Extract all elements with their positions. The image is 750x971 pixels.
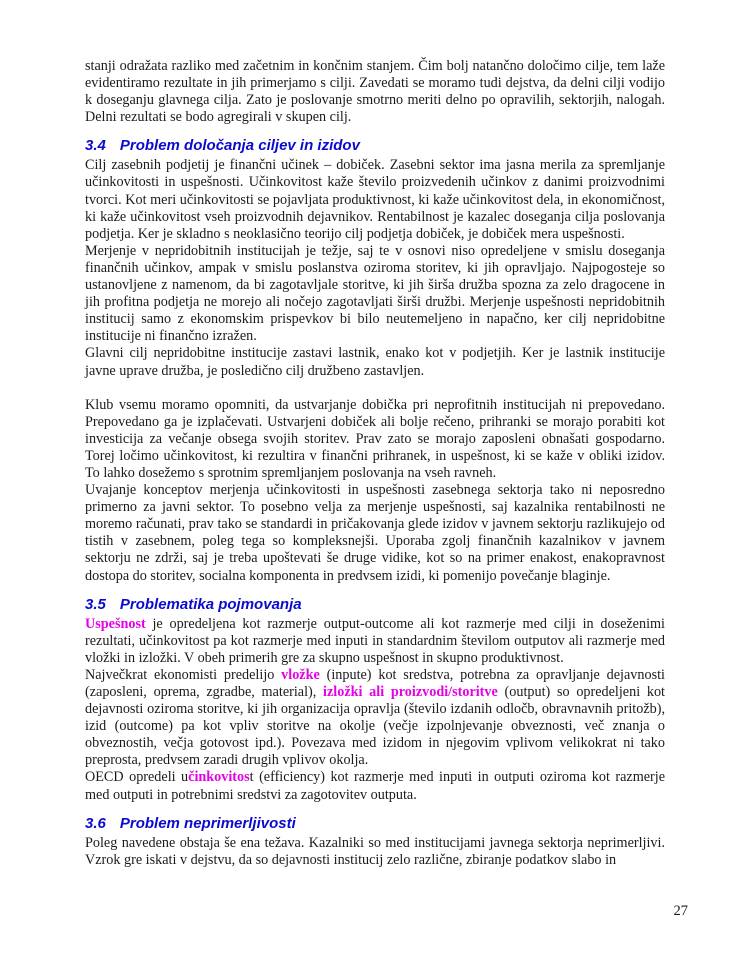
text-run: (inpute) kot sredstva, potrebna za opravljanje dejavnosti (zaposleni, oprema, zgradbe, material), <box>85 666 665 700</box>
document-body <box>85 58 665 869</box>
text-run: Cilj zasebnih podjetij je finančni učinek – dobiček. Zasebni sektor ima jasna merila za spremljanje učinkovitosti in uspešnosti. Učinkovitost kaže število proizvedenih učinkov z danimi proizvodnimi tvorci. Kot meri učinkovitosti se pojavljata produktivnost, ki kaže učinkovitost dela, in ekonomičnost, ki kaže učinkovitost vseh proizvodnih dejavnikov. Rentabilnost je kazalec doseganja cilja poslovanja podjetja. Ker je skladno s neoklasično teorijo cilj podjetja dobiček, je dobiček mera uspešnosti. <box>85 157 665 242</box>
section-number: 3.6 <box>85 814 106 832</box>
section-heading <box>85 137 665 155</box>
section-title: Problem neprimerljivosti <box>119 814 296 832</box>
paragraph <box>85 616 665 667</box>
paragraph <box>85 243 665 346</box>
section-number: 3.4 <box>85 137 106 155</box>
text-run: Glavni cilj nepridobitne institucije zastavi lastnik, enako kot v podjetjih. Ker je lastnik institucije javne uprave družba, je posledično cilj družbeno zastavljen. <box>85 345 665 379</box>
text-run: (output) so opredeljeni kot dejavnosti oziroma storitve, ki jih organizacija opravlja (število izdanih odločb, obravnavnih pritožb), izid (outcome) pa kot vpliv storitve na okolje (večje izpolnjevanje obveznosti, več znanja o obveznostih, večja gotovost ipd.). Povezava med izidom in njegovim vplivom velikokrat ni tako preprosta, predvsem zaradi drugih vplivov okolja. <box>85 684 665 769</box>
section-title: Problem določanja ciljev in izidov <box>119 137 360 155</box>
text-run: Največkrat ekonomisti predelijo <box>85 666 282 683</box>
highlighted-term: izložki ali proizvodi/storitve <box>323 684 498 700</box>
text-run: je opredeljena kot razmerje output-outcome ali kot razmerje med cilji in doseženimi rezultati, učinkovitost pa kot razmerje med inputi in standardnim številom outputov ali razmerje med vložki in izložki. V obeh primerih gre za skupno uspešnost in skupno produktivnost. <box>85 615 665 666</box>
highlighted-term: vložke <box>281 666 320 683</box>
text-run: Merjenje v nepridobitnih institucijah je težje, saj te v osnovi niso opredeljene v smislu doseganja finančnih učinkov, ampak v smislu poslanstva oziroma storitev, ki jih opravljajo. Najpogosteje so ustanovljene z namenom, da bi zagotavljale storitve, ki jih širša družba spozna za zelo dragocene in jih profitna podjetja ne morejo ali nočejo zagotavljati širši družbi. Merjenje uspešnosti nepridobitnih institucij samo z ekonomskim prispevkov bi bilo neutemeljeno in napačno, ker cilj nepridobitne institucije ni finančno izražen. <box>85 242 665 345</box>
section-heading <box>85 815 665 833</box>
text-run: OECD opredeli u <box>85 769 189 786</box>
blank-line <box>85 380 665 397</box>
paragraph <box>85 769 665 803</box>
paragraph <box>85 397 665 482</box>
highlighted-term: Uspešnost <box>85 615 146 632</box>
page-number: 27 <box>673 903 688 919</box>
text-run: stanji odražata razliko med začetnim in končnim stanjem. Čim bolj natančno določimo cilje, tem laže evidentiramo rezultate in jih primerjamo s cilji. Zavedati se moramo tudi dejstva, da delni cilji vodijo k doseganju glavnega cilja. Zato je poslovanje smotrno meriti delno po opravilih, sektorjih, nalogah. Delni rezultati se bodo agregirali v skupen cilj. <box>85 58 665 126</box>
paragraph <box>85 157 665 242</box>
paragraph <box>85 482 665 585</box>
highlighted-term: činkovitos <box>188 769 250 786</box>
text-run: t (efficiency) kot razmerje med inputi in outputi oziroma kot razmerje med outputi in potrebnimi sredstvi za zagotovitev outputa. <box>85 769 665 803</box>
paragraph <box>85 345 665 379</box>
text-run: Uvajanje konceptov merjenja učinkovitosti in uspešnosti zasebnega sektorja tako ni neposredno primerno za javni sektor. To posebno velja za merjenje uspešnosti, saj kazalnika rentabilnosti ne moremo računati, prav tako se standardi in pričakovanja glede izidov v javnem sektorju razlikujejo od tistih v zasebnem, poleg tega so kompleksnejši. Uporaba zgolj finančnih kazalnikov v javnem sektorju ne zdrži, saj je treba upoštevati še druge vidike, kot so na primer enakost, enakopravnost dostopa do storitev, socialna komponenta in predvsem izidi, ki pomenijo povečanje blaginje. <box>85 482 665 584</box>
paragraph <box>85 667 665 770</box>
paragraph <box>85 835 665 869</box>
paragraph <box>85 58 665 126</box>
section-number: 3.5 <box>85 595 106 613</box>
section-heading <box>85 596 665 614</box>
text-run: Poleg navedene obstaja še ena težava. Kazalniki so med institucijami javnega sektorja neprimerljivi. Vzrok gre iskati v dejstvu, da so dejavnosti institucij zelo različne, zbiranje podatkov slabo in <box>85 834 665 868</box>
section-title: Problematika pojmovanja <box>119 595 302 613</box>
text-run: Klub vsemu moramo opomniti, da ustvarjanje dobička pri neprofitnih institucijah ni prepovedano. Prepovedano ga je izplačevati. Ustvarjeni dobiček ali bolje rečeno, prihranki se morajo porabiti kot investicija za večanje obsega svojih storitev. Prav zato se morajo zaposleni obnašati gospodarno. Torej ločimo učinkovitost, ki rezultira v finančni prihranek, in uspešnost, ki se kaže v obliki izidov. To lahko dosežemo s sprotnim spremljanjem poslovanja na vseh ravneh. <box>85 396 665 481</box>
